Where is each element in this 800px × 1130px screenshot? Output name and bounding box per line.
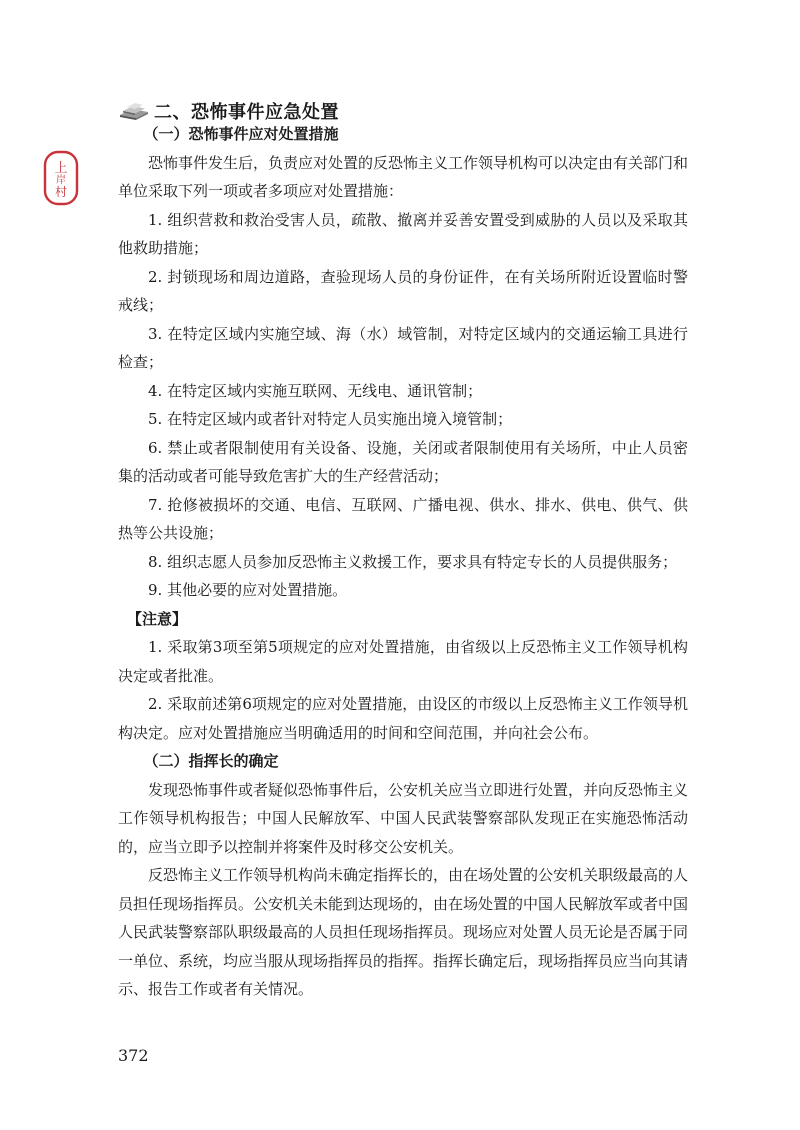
paragraph: 6. 禁止或者限制使用有关设备、设施，关闭或者限制使用有关场所，中止人员密集的活动或者可能导致危害扩大的生产经营活动； <box>118 438 688 485</box>
page-number: 372 <box>118 1046 149 1065</box>
body-text <box>118 120 688 1004</box>
paragraph: 5. 在特定区域内或者针对特定人员实施出境入境管制； <box>148 410 513 428</box>
subheading: （一）恐怖事件应对处置措施 <box>143 125 339 143</box>
paragraph: 反恐怖主义工作领导机构尚未确定指挥长的，由在场处置的公安机关职级最高的人员担任现场指挥员。公安机关未能到达现场的，由在场处置的中国人民解放军或者中国人民武装警察部队职级最高的人员担任现场指挥员。现场应对处置人员无论是否属于同一单位、系统，均应当服从现场指挥员的指挥。指挥长确定后，现场指挥员应当向其请示、报告工作或者有关情况。 <box>118 866 689 998</box>
svg-text:村: 村 <box>54 185 68 199</box>
paragraph: 4. 在特定区域内实施互联网、无线电、通讯管制； <box>148 381 483 400</box>
paragraph: 1. 组织营救和救治受害人员，疏散、撤离并妥善安置受到威胁的人员以及采取其他救助措施； <box>118 210 688 257</box>
paragraph: 2. 采取前述第6项规定的应对处置措施，由设区的市级以上反恐怖主义工作领导机构决定。应对处置措施应当明确适用的时间和空间范围，并向社会公布。 <box>118 695 688 742</box>
paragraph: 发现恐怖事件或者疑似恐怖事件后，公安机关应当立即进行处置，并向反恐怖主义工作领导机构报告；中国人民解放军、中国人民武装警察部队发现正在实施恐怖活动的，应当立即予以控制并将案件及时移交公安机关。 <box>118 780 689 856</box>
paragraph: 恐怖事件发生后，负责应对处置的反恐怖主义工作领导机构可以决定由有关部门和单位采取下列一项或者多项应对处置措施： <box>118 153 689 200</box>
svg-text:岸: 岸 <box>56 175 66 186</box>
seal-stamp-icon <box>43 150 79 206</box>
svg-text:上: 上 <box>54 161 68 176</box>
section-title-text: 二、恐怖事件应急处置 <box>154 102 339 123</box>
paragraph: 7. 抢修被损坏的交通、电信、互联网、广播电视、供水、排水、供电、供气、供热等公共设施； <box>118 495 688 542</box>
paragraph: 3. 在特定区域内实施空域、海（水）域管制，对特定区域内的交通运输工具进行检查； <box>118 324 688 371</box>
paragraph: 2. 封锁现场和周边道路，查验现场人员的身份证件，在有关场所附近设置临时警戒线； <box>118 267 688 314</box>
paragraph: 9. 其他必要的应对处置措施。 <box>148 581 348 599</box>
subheading: （二）指挥长的确定 <box>143 752 279 770</box>
paragraph: 8. 组织志愿人员参加反恐怖主义救援工作，要求具有特定专长的人员提供服务； <box>148 552 678 571</box>
book-stack-icon <box>118 101 150 121</box>
paragraph: 1. 采取第3项至第5项规定的应对处置措施，由省级以上反恐怖主义工作领导机构决定或者批准。 <box>118 638 688 685</box>
note-heading: 【注意】 <box>127 609 188 628</box>
